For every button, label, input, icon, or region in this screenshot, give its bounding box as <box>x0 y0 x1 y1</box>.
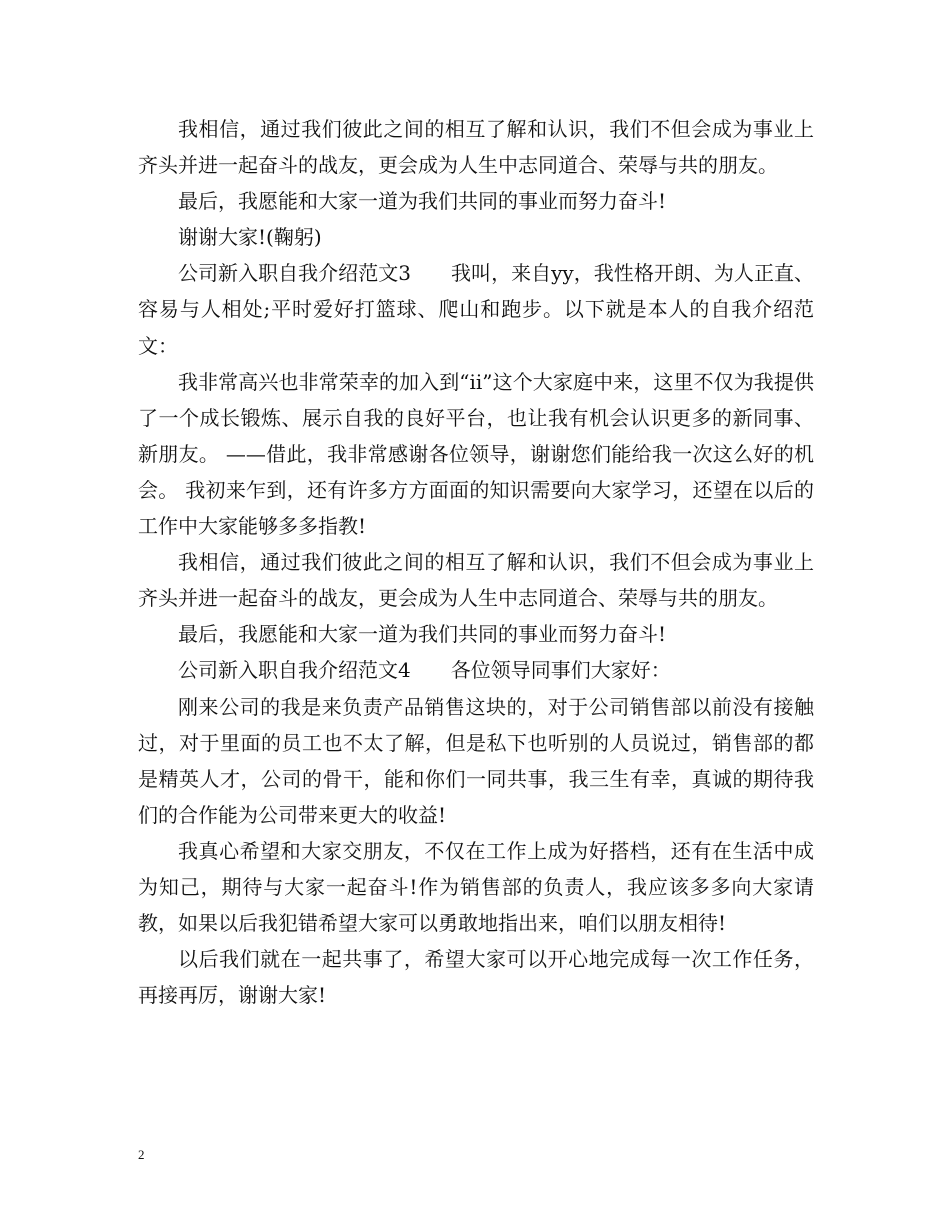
page-number: 2 <box>138 1147 145 1162</box>
paragraph: 我相信，通过我们彼此之间的相互了解和认识，我们不但会成为事业上齐头并进一起奋斗的战友，更会成为人生中志同道合、荣辱与共的朋友。 <box>138 117 814 178</box>
paragraph: 我相信，通过我们彼此之间的相互了解和认识，我们不但会成为事业上齐头并进一起奋斗的战友，更会成为人生中志同道合、荣辱与共的朋友。 <box>138 550 814 611</box>
paragraph: 刚来公司的我是来负责产品销售这块的，对于公司销售部以前没有接触过，对于里面的员工也不太了解，但是私下也听别的人员说过，销售部的都是精英人才，公司的骨干，能和你们一同共事，我三生有幸，真诚的期待我们的合作能为公司带来更大的收益! <box>138 694 814 827</box>
paragraph: 我真心希望和大家交朋友，不仅在工作上成为好搭档，还有在生活中成为知己，期待与大家一起奋斗!作为销售部的负责人，我应该多多向大家请教，如果以后我犯错希望大家可以勇敢地指出来，咱们以朋友相待! <box>138 838 814 936</box>
paragraph: 公司新入职自我介绍范文3 我叫，来自yy，我性格开朗、为人正直、容易与人相处;平时爱好打篮球、爬山和跑步。以下就是本人的自我介绍范文： <box>138 261 814 358</box>
paragraph: 公司新入职自我介绍范文4 各位领导同事们大家好： <box>178 658 671 683</box>
paragraph: 最后，我愿能和大家一道为我们共同的事业而努力奋斗! <box>178 189 667 214</box>
paragraph: 以后我们就在一起共事了，希望大家可以开心地完成每一次工作任务，再接再厉，谢谢大家! <box>138 947 814 1008</box>
paragraph: 谢谢大家!(鞠躬) <box>178 225 322 250</box>
paragraph: 我非常高兴也非常荣幸的加入到“ii”这个大家庭中来，这里不仅为我提供了一个成长锻炼、展示自我的良好平台，也让我有机会认识更多的新同事、新朋友。 ——借此，我非常感谢各位领导，谢谢您们能给我一次这么好的机会。 我初来乍到，还有许多方方面面的知识需要向大家学习，还望在以后的工作中大家能够多多指教! <box>138 369 814 539</box>
document-body <box>138 111 814 1013</box>
paragraph: 最后，我愿能和大家一道为我们共同的事业而努力奋斗! <box>178 622 667 647</box>
